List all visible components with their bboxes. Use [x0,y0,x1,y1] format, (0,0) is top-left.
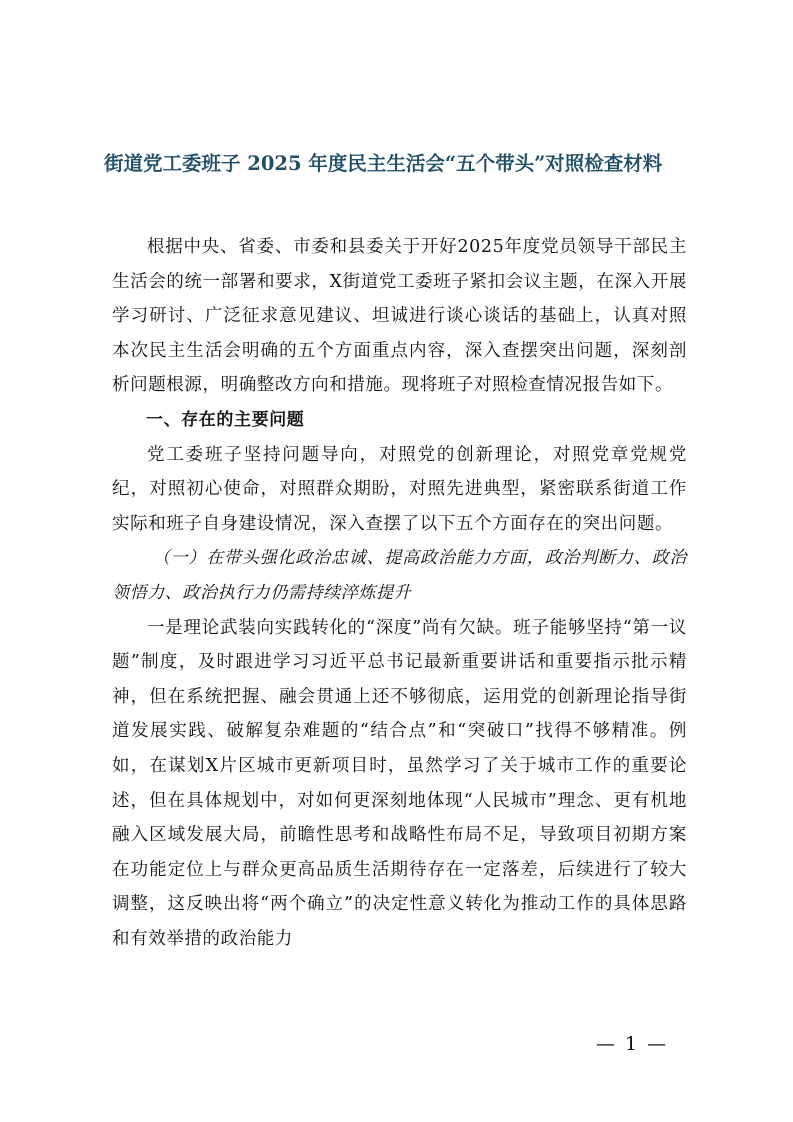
section-intro-paragraph: 党工委班子坚持问题导向，对照党的创新理论，对照党章党规党纪，对照初心使命，对照群众期盼，对照先进典型，紧密联系街道工作实际和班子自身建设情况，深入查摆了以下五个方面存在的突出问题。 [112,444,687,534]
document-title: 街道党工委班子 2025 年度民主生活会“五个带头”对照检查材料 [104,152,663,175]
section-heading-problems: 一、存在的主要问题 [146,409,305,430]
point-one-paragraph: 一是理论武装向实践转化的“深度”尚有欠缺。班子能够坚持“第一议题”制度，及时跟进学习习近平总书记最新重要讲话和重要指示批示精神，但在系统把握、融会贯通上还不够彻底，运用党的创新理论指导街道发展实践、破解复杂难题的“结合点”和“突破口”找得不够精准。例如，在谋划X片区城市更新项目时，虽然学习了关于城市工作的重要论述，但在具体规划中，对如何更深刻地体现“人民城市”理念、更有机地融入区域发展大局，前瞻性思考和战略性布局不足，导致项目初期方案在功能定位上与群众更高品质生活期待存在一定落差，后续进行了较大调整，这反映出将“两个确立”的决定性意义转化为推动工作的具体思路和有效举措的政治能力 [112,617,687,949]
page-number: — 1 — [596,1033,669,1055]
document-body [112,230,687,956]
intro-paragraph: 根据中央、省委、市委和县委关于开好2025年度党员领导干部民主生活会的统一部署和要求，X街道党工委班子紧扣会议主题，在深入开展学习研讨、广泛征求意见建议、坦诚进行谈心谈话的基础上，认真对照本次民主生活会明确的五个方面重点内容，深入查摆突出问题，深刻剖析问题根源，明确整改方向和措施。现将班子对照检查情况报告如下。 [112,237,687,396]
subsection-heading-political-loyalty: （一）在带头强化政治忠诚、提高政治能力方面，政治判断力、政治领悟力、政治执行力仍需持续淬炼提升 [112,548,687,603]
